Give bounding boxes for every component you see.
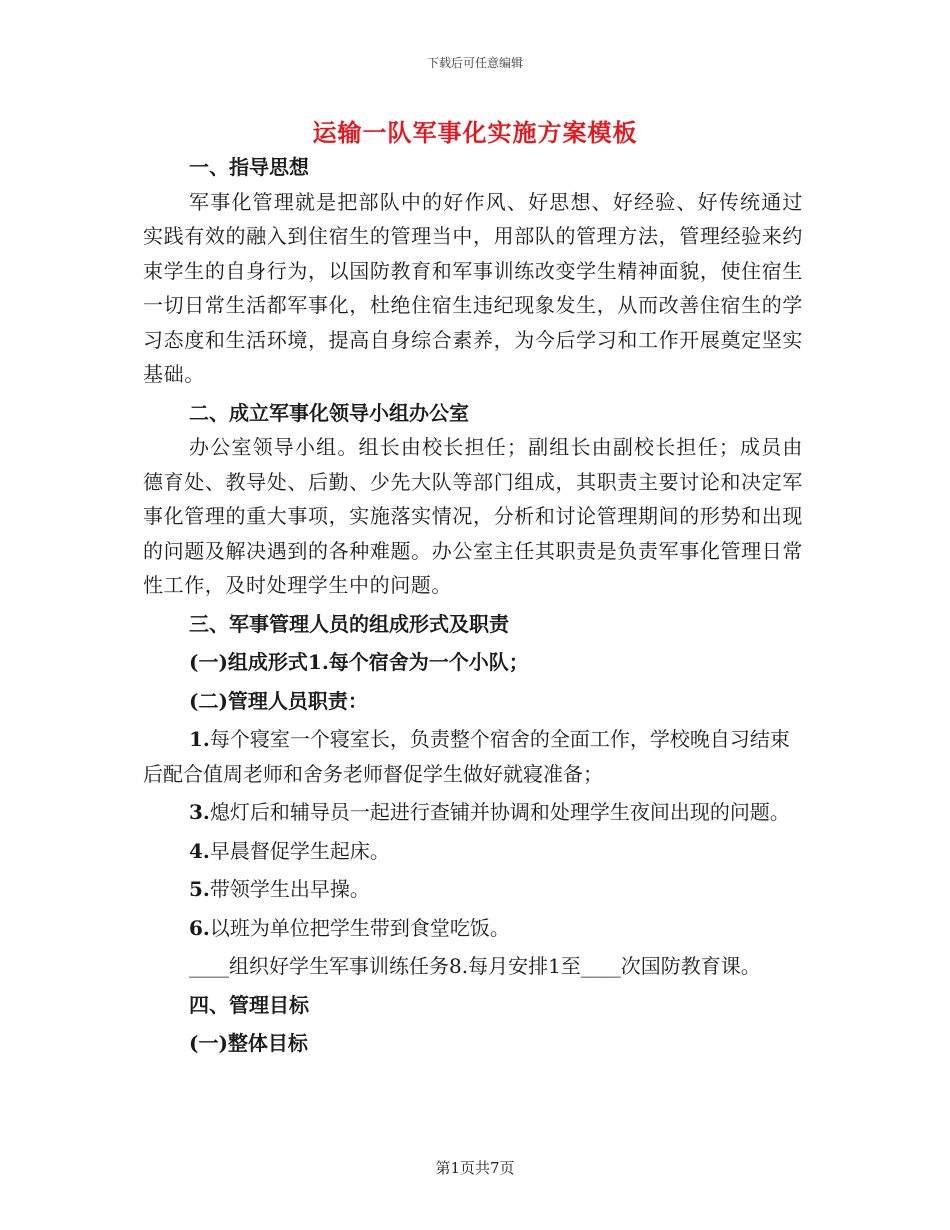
section-heading-1: 一、指导思想 xyxy=(189,155,309,179)
section-heading-4: 四、管理目标 xyxy=(189,992,309,1017)
section-paragraph-1: 军事化管理就是把部队中的好作风、好思想、好经验、好传统通过实践有效的融入到住宿生的管理当中，用部队的管理方法，管理经验来约束学生的自身行为，以国防教育和军事训练改变学生精神面貌，使住宿生一切日常生活都军事化，杜绝住宿生违纪现象发生，从而改善住宿生的学习态度和生活环境，提高自身综合素养，为今后学习和工作开展奠定坚实基础。 xyxy=(143,189,803,386)
subheading-duties: (二)管理人员职责： xyxy=(189,688,368,713)
list-item: 5.带领学生出早操。 xyxy=(189,877,370,901)
header-note: 下载后可任意编辑 xyxy=(426,56,523,70)
list-item: 3.熄灯后和辅导员一起进行查铺并协调和处理学生夜间出现的问题。 xyxy=(189,800,790,824)
page-footer: 第1页共7页 xyxy=(435,1159,515,1177)
subheading-overall-goal: (一)整体目标 xyxy=(189,1031,308,1055)
document-body xyxy=(143,150,803,1061)
list-item: 1.每个寝室一个寝室长，负责整个宿舍的全面工作，学校晚自习结束后配合值周老师和舍务老师督促学生做好就寝准备； xyxy=(143,727,790,786)
subheading-composition: (一)组成形式1.每个宿舍为一个小队； xyxy=(189,650,529,674)
list-item: 6.以班为单位把学生带到食堂吃饭。 xyxy=(189,915,510,940)
section-heading-3: 三、军事管理人员的组成形式及职责 xyxy=(189,611,509,636)
section-heading-2: 二、成立军事化领导小组办公室 xyxy=(189,400,469,425)
list-item: ____组织好学生军事训练任务8.每月安排1至____次国防教育课。 xyxy=(189,954,761,978)
list-item: 4.早晨督促学生起床。 xyxy=(189,838,390,863)
section-paragraph-2: 办公室领导小组。组长由校长担任；副组长由副校长担任；成员由德育处、教导处、后勤、少先大队等部门组成，其职责主要讨论和决定军事化管理的重大事项，实施落实情况，分析和讨论管理期间的形势和出现的问题及解决遇到的各种难题。办公室主任其职责是负责军事化管理日常性工作，及时处理学生中的问题。 xyxy=(143,435,803,597)
document-title: 运输一队军事化实施方案模板 xyxy=(312,118,638,147)
